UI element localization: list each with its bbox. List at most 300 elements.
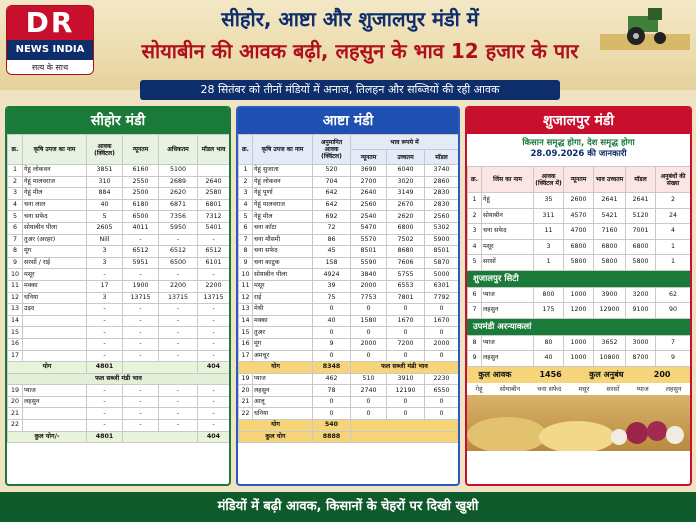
sehore-cell: - [123,234,159,246]
tractor-icon [600,4,690,50]
shujalpur-cell: 1 [656,255,691,271]
ashta-title: आष्टा मंडी [238,108,458,134]
ashta-yog-label: योग [239,420,313,432]
sehore-cell: 3 [87,292,123,304]
ashta-cell: 7200 [387,338,425,350]
ashta-cell: 0 [313,304,351,316]
sehore-cell: 2200 [159,280,198,292]
shujalpur-cell: 311 [534,208,564,224]
sehore-veg-row [8,420,230,432]
shujalpur-cell: 7160 [594,224,626,240]
sehore-cell: 4011 [123,222,159,234]
sehore-row [8,222,230,234]
sehore-cell: 2605 [87,222,123,234]
upmandi-row [468,351,691,367]
sehore-cell: - [87,350,123,362]
sehore-cell: - [87,338,123,350]
shujalpur-cell: 5800 [594,255,626,271]
ashta-cell: 15 [239,327,253,339]
sehore-col-header: मॉडल भाव [198,135,230,165]
sehore-veg-row [8,385,230,397]
sehore-sum-row [8,362,230,374]
ashta-cell: मक्का [253,315,313,327]
sehore-veg-cell: - [198,385,230,397]
ashta-cell: 86 [313,234,351,246]
shujalpur-city-cell: 6 [468,287,482,303]
ashta-cell: 7792 [425,292,459,304]
ashta-cell: 12 [239,292,253,304]
sehore-cell: 13715 [198,292,230,304]
sehore-sum-empty [123,362,198,374]
sehore-veg-cell: - [198,396,230,408]
sehore-cell: 3 [87,246,123,258]
sehore-col-header: आवक (क्विंटल) [87,135,123,165]
upmandi-cell: 3000 [626,335,656,351]
sehore-cell: 7 [8,234,23,246]
upmandi-cell: 1000 [564,335,594,351]
sehore-total-empty [123,431,198,443]
sehore-cell: - [123,327,159,339]
ashta-row [239,165,459,177]
sehore-cell: मूंग [23,246,87,258]
sehore-row [8,280,230,292]
shujalpur-totals [467,367,690,383]
ashta-cell: 2830 [425,188,459,200]
ashta-veg-cell: 0 [425,396,459,408]
sehore-veg-row [8,396,230,408]
ashta-row [239,246,459,258]
shujalpur-cell: 1 [534,255,564,271]
sehore-cell: 6512 [123,246,159,258]
ashta-cell: 642 [313,188,351,200]
sehore-cell: 4 [8,199,23,211]
ashta-cell: 5 [239,211,253,223]
crop-label: गेहूं [475,384,483,393]
ashta-cell: 13 [239,304,253,316]
ashta-cell: चना कॉटा [253,222,313,234]
ashta-cell: 692 [313,211,351,223]
sehore-cell: तुअर (अरहर) [23,234,87,246]
sehore-row [8,338,230,350]
ashta-veg-cell: 2740 [351,385,387,397]
ashta-mandi-panel [236,106,460,486]
ashta-cell: गेहूं लोकवन [253,176,313,188]
sehore-cell: 14 [8,315,23,327]
sehore-cell: 6101 [198,257,230,269]
sehore-cell: - [123,315,159,327]
ashta-cell: गेहूं मील [253,211,313,223]
ashta-cell: चना काटुक [253,257,313,269]
sehore-veg-cell: - [123,408,159,420]
sehore-row [8,165,230,177]
shujalpur-cell: सरसों [482,255,534,271]
shujalpur-title: शुजालपुर मंडी [467,108,690,134]
ashta-cell: चना सफेद [253,246,313,258]
ashta-cell: 6301 [425,280,459,292]
sehore-cell: गेहूं लोकवन [23,165,87,177]
shujalpur-col-header: जिंस का नाम [482,167,534,193]
shujalpur-cell: 6800 [594,239,626,255]
sehore-total-value: 4801 [87,431,123,443]
shujalpur-col-header: भाव उच्चतम [594,167,626,193]
ashta-cell: 3149 [387,188,425,200]
sehore-cell [23,315,87,327]
ashta-cell: गेहूं सुजाता [253,165,313,177]
ashta-veg-cell: 78 [313,385,351,397]
sehore-row [8,176,230,188]
shujalpur-city-cell: 800 [534,287,564,303]
sehore-row [8,257,230,269]
shujalpur-row [468,255,691,271]
ashta-cell: 2830 [425,199,459,211]
ashta-cell: 3840 [351,269,387,281]
ashta-cell: 0 [351,327,387,339]
ashta-total-label: कुल योग [239,431,313,443]
sehore-cell: - [198,327,230,339]
shujalpur-city-heading: शुजालपुर सिटी [467,271,690,287]
sehore-cell: 16 [8,338,23,350]
dr-news-logo[interactable] [6,5,94,75]
upmandi-cell: 7 [656,335,691,351]
sehore-cell: 2689 [159,176,198,188]
sehore-cell: 5401 [198,222,230,234]
shujalpur-cell: 6800 [626,239,656,255]
shujalpur-cell: चना सफेद [482,224,534,240]
ashta-cell: 72 [313,222,351,234]
sehore-cell: - [123,269,159,281]
sehore-cell: 6160 [123,165,159,177]
sehore-cell: 9 [8,257,23,269]
shujalpur-date: 28.09.2026 की जानकारी [530,149,627,159]
ashta-cell: 3020 [387,176,425,188]
shujalpur-city-cell: 1200 [564,303,594,319]
sehore-cell: सरसों / राई [23,257,87,269]
sehore-veg-cell: - [87,408,123,420]
ashta-veg-cell: 0 [425,408,459,420]
sehore-veg-cell: - [159,408,198,420]
sehore-row [8,269,230,281]
upmandi-cell: 1000 [564,351,594,367]
sehore-cell: 2500 [123,188,159,200]
ashta-cell: 8 [239,246,253,258]
ashta-cell: 2 [239,176,253,188]
ashta-veg-cell: 0 [351,396,387,408]
ashta-cell: 2000 [351,338,387,350]
shujalpur-cell: 2 [468,208,482,224]
shujalpur-cell: 5120 [626,208,656,224]
shujalpur-row [468,193,691,209]
ashta-cell: 75 [313,292,351,304]
sehore-total-row [8,431,230,443]
sehore-cell: मसूर [23,269,87,281]
sehore-veg-row [8,373,230,385]
sehore-cell: - [159,269,198,281]
ashta-cell: 11 [239,280,253,292]
crop-label: लहसुन [665,384,682,393]
shujalpur-col-header: आवक (क्विंटल में) [534,167,564,193]
sehore-cell: 13 [8,304,23,316]
sehore-veg-cell: - [198,408,230,420]
sehore-cell: - [123,304,159,316]
ashta-cell: 5900 [425,234,459,246]
ashta-cell: अमचूर [253,350,313,362]
ashta-row [239,327,459,339]
sehore-cell [23,338,87,350]
ashta-yog-row [239,420,459,432]
ashta-cell: गेहूं मालवराज [253,199,313,211]
ashta-cell: 39 [313,280,351,292]
ashta-cell: 5870 [425,257,459,269]
sehore-row [8,350,230,362]
ashta-cell: 6800 [387,222,425,234]
sehore-cell: - [159,234,198,246]
ashta-veg-cell: 22 [239,408,253,420]
shujalpur-col-header: मॉडल [626,167,656,193]
logo-text-dr: DR [7,6,93,40]
ashta-cell: तुअर [253,327,313,339]
upmandi-cell: 80 [534,335,564,351]
shujalpur-cell: 3 [534,239,564,255]
ashta-veg-cell: 6550 [425,385,459,397]
sehore-cell: 7356 [159,211,198,223]
shujalpur-row [468,224,691,240]
ashta-row [239,304,459,316]
sehore-cell: - [159,338,198,350]
shujalpur-info [467,134,690,166]
sehore-cell: धनिया [23,292,87,304]
shujalpur-city-cell: 7 [468,303,482,319]
ashta-veg-title: फल सब्जी मंडी भाव [351,362,459,374]
sehore-cell: - [123,350,159,362]
ashta-cell: 4 [239,199,253,211]
ashta-veg-cell: प्याज [253,373,313,385]
sehore-cell: 1900 [123,280,159,292]
ashta-cell: 7801 [387,292,425,304]
sehore-col-header: कृषि उपज का नाम [23,135,87,165]
crop-label: सरसों [606,384,620,393]
sehore-cell: गेहूं मालवराज [23,176,87,188]
ashta-yog-empty [351,420,459,432]
sehore-veg-cell: - [87,396,123,408]
sehore-cell: 6871 [159,199,198,211]
ashta-cell: 0 [313,327,351,339]
sehore-cell: - [87,327,123,339]
total-contract-label: कुल अनुबंध [589,369,624,379]
shujalpur-cell: 2641 [626,193,656,209]
upmandi-row [468,335,691,351]
ashta-cell: 704 [313,176,351,188]
logo-tagline: सत्य के साथ [7,60,93,75]
sehore-cell: 17 [8,350,23,362]
ashta-cell: 2540 [351,211,387,223]
ashta-cell: 9 [239,257,253,269]
ashta-veg-cell: 0 [313,396,351,408]
ashta-row [239,211,459,223]
sehore-row [8,292,230,304]
sehore-veg-cell: 22 [8,420,23,432]
sehore-cell: - [87,269,123,281]
total-contract-value: 200 [653,369,671,379]
upmandi-cell: 8 [468,335,482,351]
shujalpur-row [468,239,691,255]
ashta-veg-cell: 0 [387,408,425,420]
sehore-cell: 8 [8,246,23,258]
sehore-cell: 12 [8,292,23,304]
shujalpur-cell: 4570 [564,208,594,224]
sehore-cell: सोयाबीन पीला [23,222,87,234]
ashta-cell: 10 [239,269,253,281]
ashta-row [239,315,459,327]
sehore-cell: - [198,338,230,350]
ashta-veg-row [239,408,459,420]
upmandi-cell: 40 [534,351,564,367]
upmandi-cell: 10800 [594,351,626,367]
sehore-cell: 13715 [159,292,198,304]
sehore-veg-cell: - [123,385,159,397]
ashta-cell: 8680 [387,246,425,258]
sehore-cell: - [198,234,230,246]
sehore-veg-cell: 19 [8,385,23,397]
ashta-cell: 2560 [351,199,387,211]
shujalpur-cell: 4700 [564,224,594,240]
shujalpur-cell: 24 [656,208,691,224]
shujalpur-city-row [468,303,691,319]
shujalpur-city-row [468,287,691,303]
ashta-row [239,188,459,200]
ashta-total-row [239,431,459,443]
sehore-veg-cell: - [159,385,198,397]
sehore-veg-cell [23,420,87,432]
ashta-cell: 45 [313,246,351,258]
subheading-banner: 28 सितंबर को तीनों मंडियों में अनाज, तिलहन और सब्जियों की रही आवक [140,80,560,100]
ashta-cell: 642 [313,199,351,211]
ashta-veg-cell: 0 [351,408,387,420]
ashta-cell: 0 [387,327,425,339]
crop-label: चना सफेद [537,384,562,393]
ashta-cell: 0 [387,304,425,316]
ashta-col-min: न्यूनतम [351,150,387,165]
sehore-row [8,188,230,200]
sehore-cell: 5950 [159,222,198,234]
sehore-row [8,199,230,211]
sehore-cell: 10 [8,269,23,281]
sehore-cell: 6512 [159,246,198,258]
ashta-cell: 40 [313,315,351,327]
ashta-cell: मेथी [253,304,313,316]
shujalpur-cell: 2600 [564,193,594,209]
grain-pile-icon [467,395,690,451]
ashta-cell: 2560 [425,211,459,223]
shujalpur-cell: 5421 [594,208,626,224]
headline-line-2: सोयाबीन की आवक बढ़ी, लहसुन के भाव 12 हजार के पार [141,39,579,63]
ashta-row [239,176,459,188]
ashta-cell: 520 [313,165,351,177]
ashta-cell: 0 [387,350,425,362]
sehore-veg-cell: - [123,396,159,408]
sehore-cell: 3851 [87,165,123,177]
sehore-veg-cell: लहसुन [23,396,87,408]
crop-strip [467,383,690,395]
ashta-cell: 0 [425,350,459,362]
sehore-veg-cell: 20 [8,396,23,408]
ashta-cell: राई [253,292,313,304]
ashta-cell: 2620 [387,211,425,223]
sehore-veg-cell: - [123,420,159,432]
ashta-table [238,134,459,443]
sehore-cell: 6500 [123,211,159,223]
ashta-cell: सोयाबीन पीला [253,269,313,281]
sehore-cell [23,327,87,339]
sehore-cell: 2640 [198,176,230,188]
sehore-sum-label: योग [8,362,87,374]
sehore-veg-title: फल सब्जी मंडी भाव [8,373,230,385]
shujalpur-table [467,166,691,271]
sehore-sum-model: 404 [198,362,230,374]
shujalpur-city-cell: 3200 [626,287,656,303]
ashta-cell: 0 [313,350,351,362]
sehore-veg-cell: - [87,420,123,432]
sehore-cell: Nill [87,234,123,246]
sehore-sum-value: 4801 [87,362,123,374]
sehore-veg-row [8,408,230,420]
total-arrival-label: कुल आवक [478,369,512,379]
upmandi-table [467,335,691,367]
ashta-veg-row [239,396,459,408]
ashta-row [239,257,459,269]
ashta-cell: चना मौसमी [253,234,313,246]
sehore-cell [23,350,87,362]
sehore-cell: 6 [8,222,23,234]
sehore-cell: 15 [8,327,23,339]
sehore-cell: - [159,350,198,362]
sehore-veg-cell: - [159,420,198,432]
shujalpur-city-cell: 9100 [626,303,656,319]
sehore-cell: 6500 [159,257,198,269]
ashta-cell: 5570 [351,234,387,246]
ashta-cell: 0 [425,304,459,316]
ashta-veg-cell: धनिया [253,408,313,420]
crop-label: सोयाबीन [499,384,521,393]
sehore-cell: 2200 [198,280,230,292]
ashta-row [239,292,459,304]
total-arrival-value: 1456 [539,369,562,379]
ashta-cell: 5470 [351,222,387,234]
sehore-cell: 40 [87,199,123,211]
ashta-sum-label: योग [239,362,313,374]
sehore-cell: 7312 [198,211,230,223]
sehore-veg-cell: - [87,385,123,397]
ashta-cell: 5000 [425,269,459,281]
sehore-total-model: 404 [198,431,230,443]
shujalpur-cell: 2 [656,193,691,209]
shujalpur-slogan: किसान समृद्ध होगा, देश समृद्ध होगा [522,138,635,148]
shujalpur-cell: 5 [468,255,482,271]
sehore-cell: - [159,304,198,316]
shujalpur-city-cell: 3900 [594,287,626,303]
ashta-cell: 8501 [425,246,459,258]
sehore-cell: 3 [8,188,23,200]
shujalpur-cell: 1 [468,193,482,209]
shujalpur-col-header: क्र. [468,167,482,193]
ashta-veg-cell: 21 [239,396,253,408]
sehore-veg-cell: 21 [8,408,23,420]
ashta-row [239,222,459,234]
headline-line-1: सीहोर, आष्टा और शुजालपुर मंडी में [221,7,479,31]
ashta-cell: 6040 [387,165,425,177]
sehore-cell: - [159,327,198,339]
ashta-cell: 2860 [425,176,459,188]
shujalpur-city-cell: 1000 [564,287,594,303]
